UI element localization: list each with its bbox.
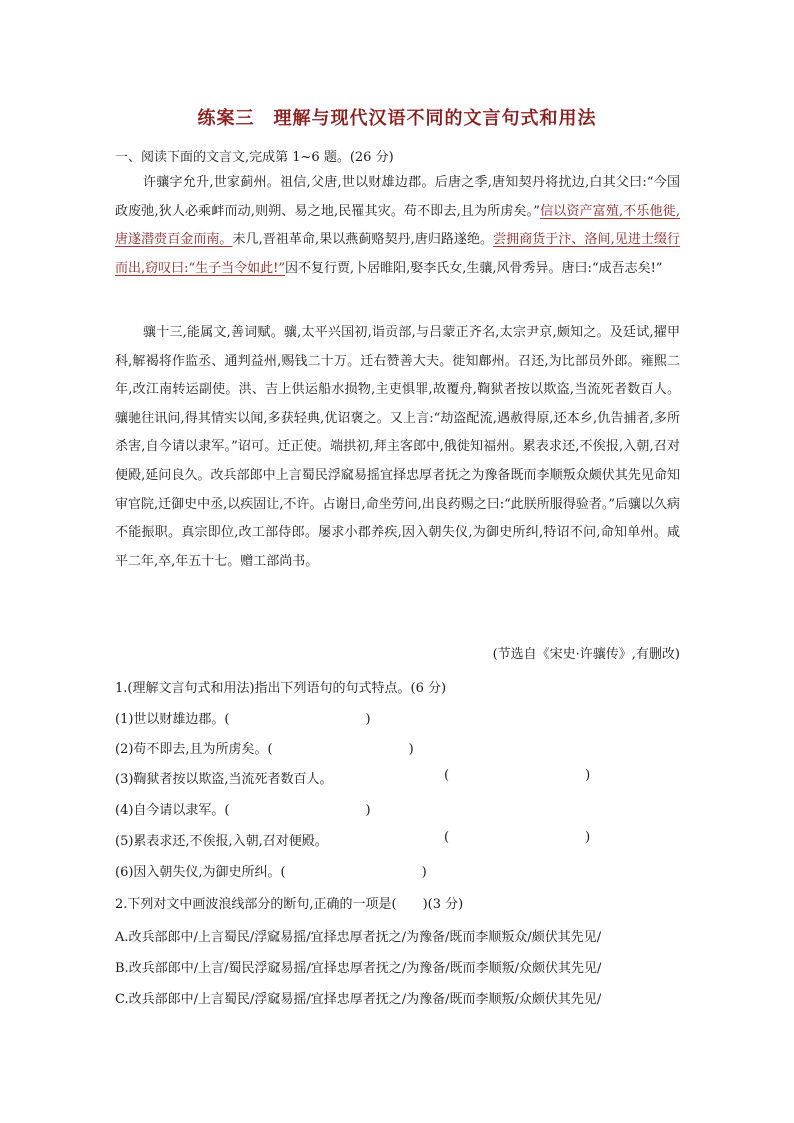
close-paren: ) (408, 742, 414, 757)
close-paren: ) (585, 768, 591, 783)
q1-item-5 (115, 830, 591, 849)
passage-text: 因不复行贾,卜居睢阳,娶李氏女,生骧,风骨秀异。唐曰:“成吾志矣!” (285, 260, 663, 276)
open-paren: ( (444, 830, 450, 845)
q1-item-1 (115, 708, 371, 727)
q1-item-text: (6)因入朝失仪,为御史所纠。( (115, 865, 286, 880)
q1-item-text: (1)世以财雄边郡。( (115, 712, 230, 727)
option-text: 改兵部郎中/上言蜀民/浮窳易摇/宜择忠厚者抚之/为豫备/既而李顺叛众/颇伏其先见/ (128, 930, 602, 945)
underlined-sentence: 信以资产富殖,不乐他徙,唐遂潜赍百金而南。 (115, 203, 681, 248)
option-letter: A. (115, 930, 129, 945)
passage-text: 许骧字允升,世家蓟州。祖信,父唐,世以财雄边郡。后唐之季,唐知契丹将扰边,白其父曰:“今国政废弛,狄人必乘衅而动,则朔、易之地,民罹其灾。苟不即去,且为所虏矣。” (115, 175, 680, 219)
close-paren: ) (421, 865, 427, 880)
q1-item-4 (115, 799, 371, 818)
page-title: 练案三 理解与现代汉语不同的文言句式和用法 (197, 108, 597, 129)
passage-text: 未几,晋祖革命,果以燕蓟赂契丹,唐归路遂绝。 (232, 232, 494, 248)
section-heading: 一、阅读下面的文言文,完成第 1~6 题。(26 分) (115, 150, 394, 165)
q1-item-text: (4)自今请以隶军。( (115, 803, 230, 818)
option-text: 改兵部郎中/上言/蜀民浮窳易摇/宜择忠厚者抚之/为豫备/既而李顺叛/众颇伏其先见/ (128, 961, 602, 976)
answer-paren[interactable] (444, 830, 604, 845)
close-paren: ) (365, 803, 371, 818)
passage-paragraph-1 (115, 169, 680, 283)
option-text: 改兵部郎中/上言蜀民/浮窳易摇/宜择忠厚者抚之/为豫备/既而李顺叛/众颇伏其先见/ (128, 992, 602, 1007)
q1-item-text: (2)苟不即去,且为所虏矣。( (115, 742, 273, 757)
q1-item-3 (115, 768, 591, 787)
q1-item-2 (115, 738, 414, 757)
option-letter: C. (115, 992, 129, 1007)
q1-item-text: (5)累表求还,不俟报,入朝,召对便殿。 (115, 834, 328, 849)
passage-paragraph-2: 骧十三,能属文,善词赋。骧,太平兴国初,诣贡部,与吕蒙正齐名,太宗尹京,颇知之。及廷试,擢甲科,解褐将作监丞、通判益州,赐钱二十万。迁右赞善大夫。徙知鄜州。召还,为比部员外郎。雍熙二年,改江南转运副使。洪、吉上供运船水损物,主吏惧罪,故覆舟,鞫狱者按以欺盗,当流死者数百人。骧驰往讯问,得其情实以闻,多获轻典,优诏褒之。又上言:“劫盗配流,遇赦得原,还本乡,仇告捕者,多所杀害,自今请以隶军。”诏可。迁正使。端拱初,拜主客郎中,俄徙知福州。累表求还,不俟报,入朝,召对便殿,延问良久。改兵部郎中上言蜀民浮窳易摇宜择忠厚者抚之为豫备既而李顺叛众颇伏其先见命知审官院,迁御史中丞,以疾固让,不许。占谢日,命坐劳问,出良药赐之曰:“此朕所服得验者。”后骧以久病不能振职。真宗即位,改工部侍郎。屡求小郡养疾,因入朝失仪,为御史所纠,特诏不问,命知单州。咸平二年,卒,年五十七。赠工部尚书。 (115, 325, 680, 569)
option-b[interactable] (115, 957, 601, 976)
close-paren: ) (585, 830, 591, 845)
option-letter: B. (115, 961, 129, 976)
open-paren: ( (444, 768, 450, 783)
question-2-stem: 2.下列对文中画波浪线部分的断句,正确的一项是( )(3 分) (115, 897, 464, 912)
close-paren: ) (365, 712, 371, 727)
q1-item-text: (3)鞫狱者按以欺盗,当流死者数百人。 (115, 772, 333, 787)
passage-source: (节选自《宋史·许骧传》,有删改) (492, 647, 680, 662)
answer-paren[interactable] (444, 768, 604, 783)
q1-item-6 (115, 861, 427, 880)
question-1-stem: 1.(理解文言句式和用法)指出下列语句的句式特点。(6 分) (115, 681, 447, 696)
option-c[interactable] (115, 988, 601, 1007)
underlined-sentence: 尝拥商货于汴、洛间,见进士缀行而出,窃叹曰:“生子当令如此!” (115, 232, 680, 276)
option-a[interactable] (115, 926, 601, 945)
